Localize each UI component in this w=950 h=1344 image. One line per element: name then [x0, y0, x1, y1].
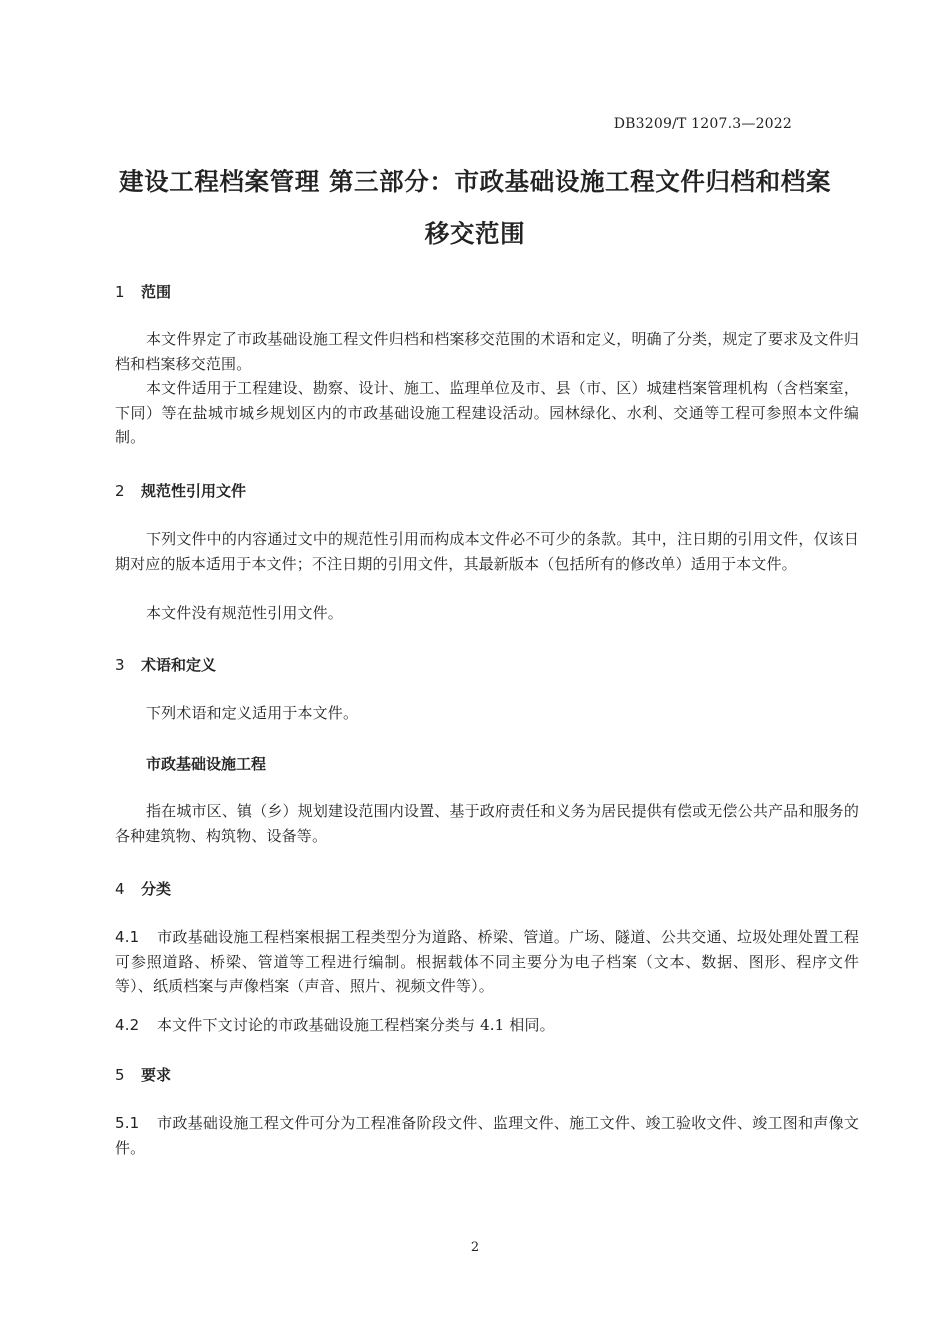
- section-number: 1: [115, 283, 125, 301]
- section-3-heading: [115, 654, 216, 675]
- section-number: 4: [115, 880, 125, 898]
- section-title: 范围: [141, 283, 172, 301]
- section-title: 术语和定义: [141, 656, 217, 674]
- clause-number: 5.1: [115, 1114, 140, 1132]
- section-number: 3: [115, 656, 125, 674]
- clause-4-2: [115, 1013, 859, 1038]
- page-number: 2: [470, 1240, 480, 1255]
- document-code: DB3209/T 1207.3—2022: [613, 116, 792, 132]
- clause-text: 市政基础设施工程档案根据工程类型分为道路、桥梁、管道。广场、隧道、公共交通、垃圾处理处置工程可参照道路、桥梁、管道等工程进行编制。根据载体不同主要分为电子档案（文本、数据、图形、程序文件等）、纸质档案与声像档案（声音、照片、视频文件等）。: [115, 928, 859, 995]
- section-1-heading: [115, 281, 171, 302]
- clause-number: 4.1: [115, 928, 140, 946]
- term-definition: 指在城市区、镇（乡）规划建设范围内设置、基于政府责任和义务为居民提供有偿或无偿公共产品和服务的各种建筑物、构筑物、设备等。: [115, 802, 859, 845]
- document-title: 建设工程档案管理 第三部分：市政基础设施工程文件归档和档案移交范围: [119, 167, 831, 248]
- section-4-heading: [115, 878, 171, 899]
- section-title: 要求: [141, 1066, 172, 1084]
- clause-text: 市政基础设施工程文件可分为工程准备阶段文件、监理文件、施工文件、竣工验收文件、竣工图和声像文件。: [115, 1114, 859, 1157]
- section-3-paragraph-1: 下列术语和定义适用于本文件。: [146, 704, 359, 722]
- section-5-heading: [115, 1064, 171, 1085]
- section-1-paragraph-2: 本文件适用于工程建设、勘察、设计、施工、监理单位及市、县（市、区）城建档案管理机构（含档案室，下同）等在盐城市城乡规划区内的市政基础设施工程建设活动。园林绿化、水利、交通等工程可参照本文件编制。: [115, 379, 859, 446]
- clause-number: 4.2: [115, 1016, 140, 1034]
- section-number: 2: [115, 482, 125, 500]
- section-1-paragraph-1: 本文件界定了市政基础设施工程文件归档和档案移交范围的术语和定义，明确了分类，规定了要求及文件归档和档案移交范围。: [115, 330, 859, 373]
- section-title: 规范性引用文件: [141, 482, 247, 500]
- section-title: 分类: [141, 880, 172, 898]
- section-number: 5: [115, 1066, 125, 1084]
- clause-4-1: [115, 925, 859, 999]
- section-2-heading: [115, 480, 246, 501]
- term-heading: 市政基础设施工程: [146, 755, 267, 773]
- clause-5-1: [115, 1111, 859, 1160]
- section-2-paragraph-1: 下列文件中的内容通过文中的规范性引用而构成本文件必不可少的条款。其中，注日期的引用文件，仅该日期对应的版本适用于本文件；不注日期的引用文件，其最新版本（包括所有的修改单）适用于本文件。: [115, 530, 859, 573]
- clause-text: 本文件下文讨论的市政基础设施工程档案分类与 4.1 相同。: [157, 1016, 555, 1034]
- section-2-paragraph-2: 本文件没有规范性引用文件。: [146, 604, 343, 622]
